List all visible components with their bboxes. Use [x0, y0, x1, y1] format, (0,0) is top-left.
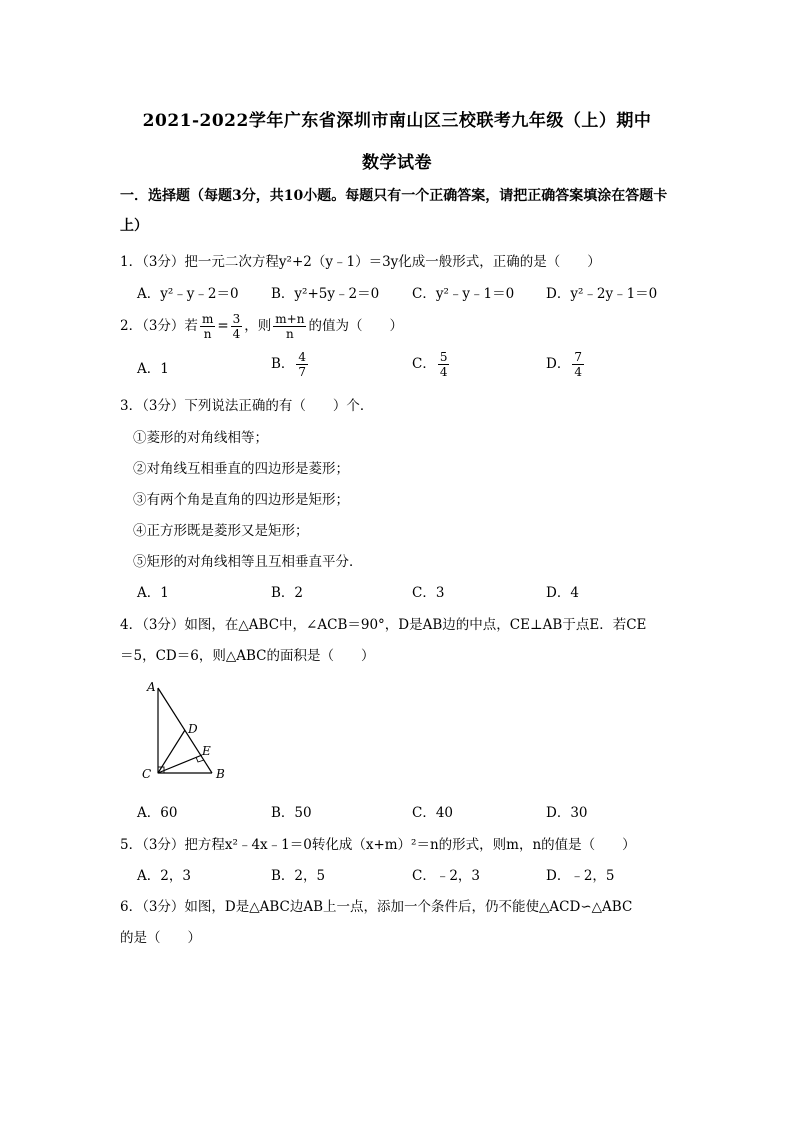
- q2-option-c: [412, 350, 451, 379]
- question-1-text: 1．（3分）把一元二次方程y²+2（y﹣1）＝3y化成一般形式，正确的是（ ）: [120, 254, 601, 270]
- q2-option-b: [271, 350, 310, 379]
- q2-option-d-label: D．: [546, 356, 571, 372]
- q2-frac-mn-num: m: [201, 312, 214, 326]
- q5-option-a: A．2，3: [137, 868, 191, 884]
- q2-suffix: 的值为（ ）: [308, 318, 403, 334]
- label-b: B: [216, 767, 225, 781]
- q2-opt-c-num: 5: [439, 350, 448, 364]
- q2-option-a: A．1: [137, 361, 169, 377]
- question-4-line2: ＝5，CD＝6，则△ABC的面积是（ ）: [120, 648, 375, 664]
- q2-opt-b-num: 4: [298, 350, 307, 364]
- q2-frac-mn-den: n: [203, 327, 212, 341]
- q2-opt-d-num: 7: [574, 350, 582, 364]
- question-4-line1: 4．（3分）如图，在△ABC中，∠ACB＝90°，D是AB边的中点，CE⊥AB于点E．若CE: [120, 617, 647, 633]
- question-2-text: [120, 312, 680, 341]
- q2-option-b-fraction: [296, 350, 308, 379]
- q1-option-a: A．y²﹣y﹣2＝0: [137, 286, 239, 302]
- q1-option-d: D．y²﹣2y﹣1＝0: [546, 286, 658, 302]
- q5-option-d: D．﹣2，5: [546, 868, 615, 884]
- label-d: D: [188, 722, 198, 736]
- q3-statement-1: ①菱形的对角线相等；: [133, 430, 268, 446]
- q2-option-b-label: B．: [271, 356, 295, 372]
- label-c: C: [142, 767, 152, 781]
- q2-opt-c-den: 4: [439, 365, 448, 379]
- q3-statement-4: ④正方形既是菱形又是矩形；: [133, 523, 309, 539]
- q3-statement-3: ③有两个角是直角的四边形是矩形；: [133, 492, 349, 508]
- q2-prefix: 2．（3分）若: [120, 318, 198, 334]
- q3-option-c: C．3: [412, 585, 445, 601]
- q4-option-c: C．40: [412, 805, 454, 821]
- q4-option-d: D．30: [546, 805, 588, 821]
- q2-frac-res-num: m+n: [275, 312, 305, 326]
- q4-option-b: B．50: [271, 805, 312, 821]
- label-e: E: [202, 744, 211, 758]
- q2-fraction-m-over-n: [200, 312, 215, 341]
- q3-statement-5: ⑤矩形的对角线相等且互相垂直平分．: [133, 554, 363, 570]
- q2-opt-b-den: 7: [298, 365, 307, 379]
- q4-option-a: A．60: [137, 805, 178, 821]
- section-heading-line1: 一．选择题（每题3分，共10小题。每题只有一个正确答案，请把正确答案填涂在答题卡: [120, 188, 668, 204]
- q2-frac-res-den: n: [286, 327, 294, 341]
- exam-title-line1: 2021-2022学年广东省深圳市南山区三校联考九年级（上）期中: [142, 111, 652, 131]
- q3-statement-2: ②对角线互相垂直的四边形是菱形；: [133, 461, 349, 477]
- q3-option-a: A．1: [137, 585, 169, 601]
- q2-equals: =: [217, 318, 229, 334]
- q2-frac-34-den: 4: [232, 327, 241, 341]
- section-heading-line2: 上）: [120, 218, 148, 234]
- segment-ce: [158, 755, 202, 773]
- q1-option-c: C．y²﹣y﹣1＝0: [412, 286, 515, 302]
- q2-option-d-fraction: [572, 350, 584, 379]
- q4-triangle-figure: [138, 676, 238, 788]
- q3-option-b: B．2: [271, 585, 304, 601]
- exam-title-line2: 数学试卷: [362, 153, 432, 173]
- q1-option-b: B．y²+5y﹣2＝0: [271, 286, 380, 302]
- question-6-line2: 的是（ ）: [120, 930, 201, 946]
- q2-option-c-fraction: [438, 350, 450, 379]
- q2-option-d: [546, 350, 586, 379]
- q5-option-c: C．﹣2，3: [412, 868, 481, 884]
- q2-fraction-3-over-4: [231, 312, 243, 341]
- q2-mid: ，则: [244, 318, 272, 334]
- question-5-text: 5．（3分）把方程x²﹣4x﹣1＝0转化成（x+m）²＝n的形式，则m，n的值是（ ）: [120, 837, 636, 853]
- question-3-text: 3．（3分）下列说法正确的有（ ）个．: [120, 398, 374, 414]
- q2-option-c-label: C．: [412, 356, 436, 372]
- q2-frac-34-num: 3: [232, 312, 241, 326]
- question-6-line1: 6．（3分）如图，D是△ABC边AB上一点，添加一个条件后，仍不能使△ACD∽△ABC: [120, 899, 633, 915]
- q3-option-d: D．4: [546, 585, 579, 601]
- q5-option-b: B．2，5: [271, 868, 326, 884]
- q2-opt-d-den: 4: [574, 365, 582, 379]
- q2-fraction-result: [273, 312, 306, 341]
- segment-cd: [158, 730, 185, 773]
- label-a: A: [147, 680, 156, 694]
